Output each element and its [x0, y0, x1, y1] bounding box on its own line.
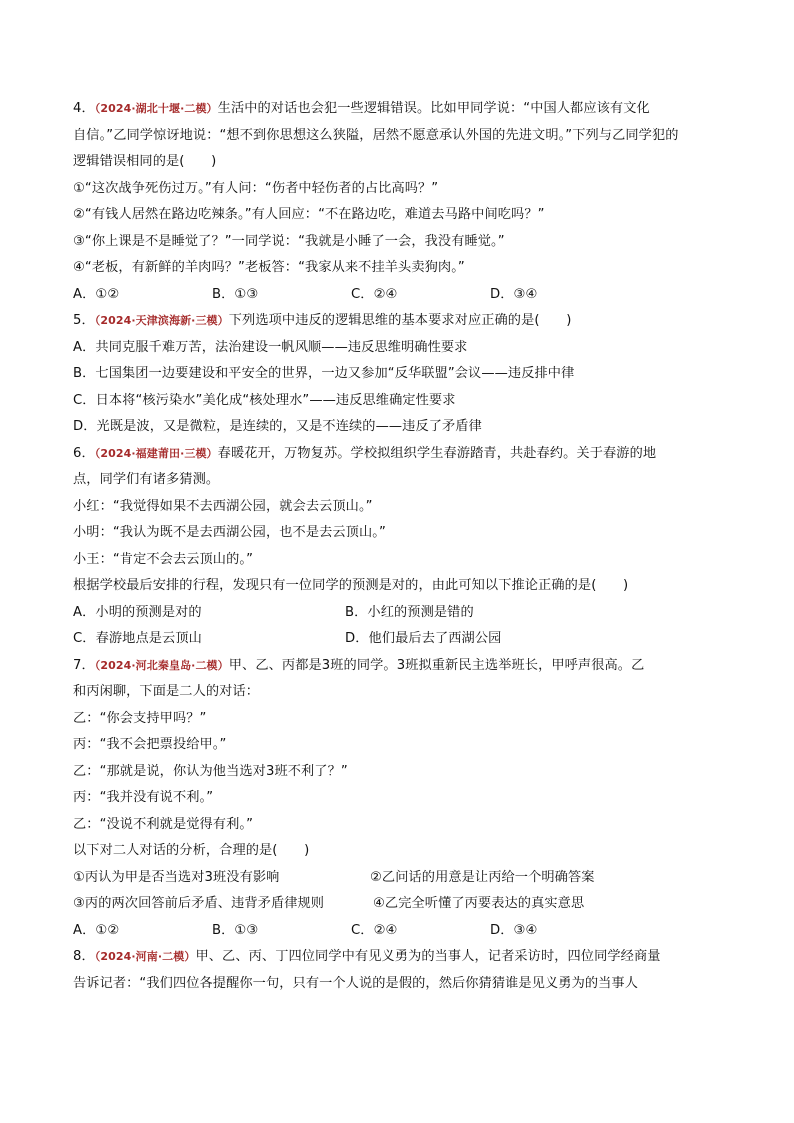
q7-line-5: 乙：“没说不利就是觉得有利。” [73, 816, 254, 832]
q4-option-b: B．①③ [212, 286, 259, 302]
q6-option-c: C．春游地点是云顶山 [73, 631, 202, 646]
q5-option-d: D．光既是波，又是微粒，是连续的，又是不连续的——违反了矛盾律 [73, 419, 482, 434]
q7-option-c: C．②④ [351, 922, 398, 938]
q7-item-2: ②乙问话的用意是让丙给一个明确答案 [370, 869, 595, 885]
q7-option-a: A．①② [73, 922, 120, 938]
question-source: （2024·天津滨海新·三模） [94, 314, 229, 327]
question-number: 7． [73, 657, 95, 673]
question-source: （2024·湖北十堰·二模） [94, 102, 218, 115]
q7-option-b: B．①③ [212, 922, 259, 938]
q6-line-2: 小明：“我认为既不是去西湖公园，也不是去云顶山。” [73, 525, 386, 540]
q7-line-6: 以下对二人对话的分析，合理的是( ) [73, 843, 310, 858]
q7-items-row-2 [73, 891, 733, 918]
q6-option-d: D．他们最后去了西湖公园 [345, 631, 502, 646]
q6-line-1: 小红：“我觉得如果不去西湖公园，就会去云顶山。” [73, 498, 373, 514]
question-source: （2024·河南·二模） [94, 950, 196, 963]
q7-option-d: D．③④ [490, 922, 538, 938]
q7-line-3: 乙：“那就是说，你认为他当选对3班不利了？” [73, 763, 348, 779]
q6-option-a: A．小明的预测是对的 [73, 604, 202, 620]
q6-option-b: B．小红的预测是错的 [345, 604, 474, 620]
q4-options [73, 282, 733, 309]
q7-options [73, 918, 733, 945]
question-source: （2024·福建莆田·三模） [94, 446, 218, 460]
q4-item-3: ③“你上课是不是睡觉了？”一同学说：“我就是小睡了一会，我没有睡觉。” [73, 233, 505, 249]
q7-items-row-1 [73, 865, 733, 892]
q7-item-1: ①丙认为甲是否当选对3班没有影响 [73, 869, 280, 885]
exam-page [73, 96, 733, 997]
q6-options-row-2 [73, 626, 733, 653]
q5-option-b: B．七国集团一边要建设和平安全的世界，一边又参加“反华联盟”会议——违反排中律 [73, 366, 575, 381]
question-number: 6． [73, 445, 95, 461]
q6-line-3: 小王：“肯定不会去云顶山的。” [73, 551, 254, 567]
q4-item-2: ②“有钱人居然在路边吃辣条。”有人回应：“不在路边吃，难道去马路中间吃吗？” [73, 207, 545, 222]
q6-stem-line-1: 6．（2024·福建莆田·三模）春暖花开，万物复苏。学校拟组织学生春游踏青，共赴春约。关于春游的地 [73, 445, 657, 461]
q8-stem-line-1: 8．（2024·河南·二模）甲、乙、丙、丁四位同学中有见义勇为的当事人，记者采访时，四位同学经商量 [73, 949, 661, 964]
q4-item-1: ①“这次战争死伤过万。”有人问：“伤者中轻伤者的占比高吗？” [73, 180, 439, 196]
q7-stem-line-1: 7．（2024·河北秦皇岛·二模）甲、乙、丙都是3班的同学。3班拟重新民主选举班长，甲呼声很高。乙 [73, 657, 645, 673]
q4-option-a: A．①② [73, 286, 120, 302]
q7-stem-line-2: 和丙闲聊，下面是二人的对话： [73, 684, 260, 699]
question-number: 8． [73, 949, 95, 964]
q4-stem-line-1: 4．（2024·湖北十堰·二模）生活中的对话也会犯一些逻辑错误。比如甲同学说：“中国人都应该有文化 [73, 101, 650, 116]
question-source: （2024·河北秦皇岛·二模） [94, 658, 229, 672]
question-number: 4． [73, 101, 95, 116]
q7-item-3: ③丙的两次回答前后矛盾、违背矛盾律规则 [73, 896, 325, 911]
q6-stem-line-2: 点，同学们有诸多猜测。 [73, 472, 220, 487]
q7-line-2: 丙：“我不会把票投给甲。” [73, 737, 227, 752]
q4-option-c: C．②④ [351, 286, 398, 302]
question-number: 5． [73, 313, 95, 328]
q7-line-4: 丙：“我并没有说不利。” [73, 790, 214, 805]
q5-option-c: C．日本将“核污染水”美化成“核处理水”——违反思维确定性要求 [73, 392, 456, 408]
q5-stem: 5．（2024·天津滨海新·三模）下列选项中违反的逻辑思维的基本要求对应正确的是( ) [73, 313, 572, 328]
q4-option-d: D．③④ [490, 286, 538, 302]
q6-options-row-1 [73, 600, 733, 627]
q7-line-1: 乙：“你会支持甲吗？” [73, 710, 207, 726]
q4-item-4: ④“老板，有新鲜的羊肉吗？”老板答：“我家从来不挂羊头卖狗肉。” [73, 260, 465, 275]
q8-stem-line-2: 告诉记者：“我们四位各提醒你一句，只有一个人说的是假的，然后你猜猜谁是见义勇为的当事人 [73, 975, 639, 991]
q5-option-a: A．共同克服千难万苦，法治建设一帆风顺——违反思维明确性要求 [73, 339, 468, 355]
q7-item-4: ④乙完全听懂了丙要表达的真实意思 [373, 896, 585, 911]
q4-stem-line-2: 自信。”乙同学惊讶地说：“想不到你思想这么狭隘，居然不愿意承认外国的先进文明。”下列与乙同学犯的 [73, 127, 679, 143]
q6-line-4: 根据学校最后安排的行程，发现只有一位同学的预测是对的，由此可知以下推论正确的是( ) [73, 578, 629, 593]
q4-stem-line-3: 逻辑错误相同的是( ) [73, 154, 217, 169]
